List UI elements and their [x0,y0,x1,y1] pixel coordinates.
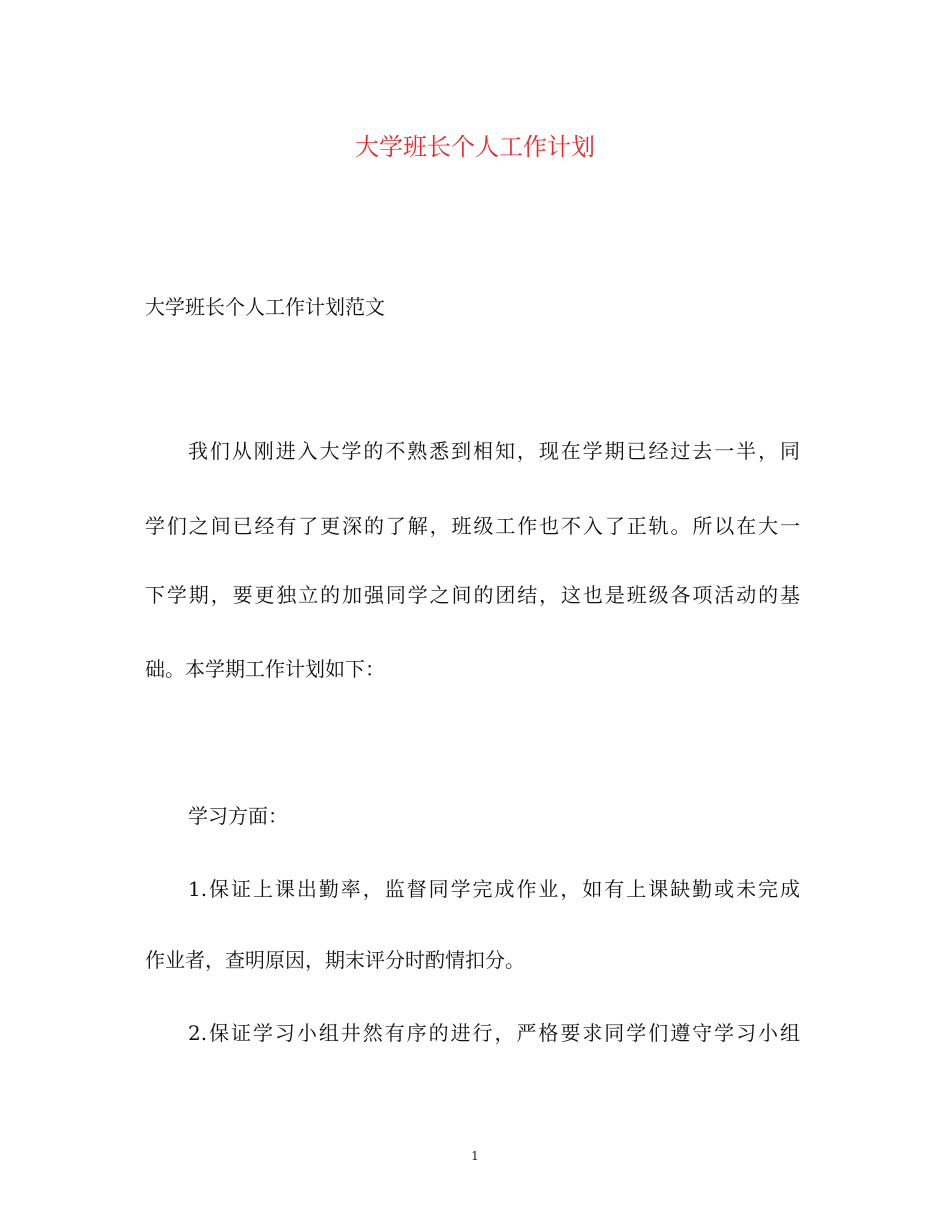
document-title: 大学班长个人工作计划 [355,133,595,161]
paragraph-1-line-4: 础。本学期工作计划如下： [145,657,385,681]
page-number: 1 [471,1149,479,1163]
paragraph-1-line-2: 学们之间已经有了更深的了解，班级工作也不入了正轨。所以在大一 [145,514,800,538]
item-1-line-2: 作业者，查明原因，期末评分时酌情扣分。 [145,948,525,972]
section-heading: 学习方面： [188,804,288,828]
item-2-line-1: 2.保证学习小组井然有序的进行，严格要求同学们遵守学习小组 [188,1021,800,1045]
item-1-line-1: 1.保证上课出勤率，监督同学完成作业，如有上课缺勤或未完成 [188,877,800,901]
document-subtitle: 大学班长个人工作计划范文 [145,295,385,319]
paragraph-1-line-1: 我们从刚进入大学的不熟悉到相知，现在学期已经过去一半，同 [188,439,800,463]
paragraph-1-line-3: 下学期，要更独立的加强同学之间的团结，这也是班级各项活动的基 [145,583,800,607]
